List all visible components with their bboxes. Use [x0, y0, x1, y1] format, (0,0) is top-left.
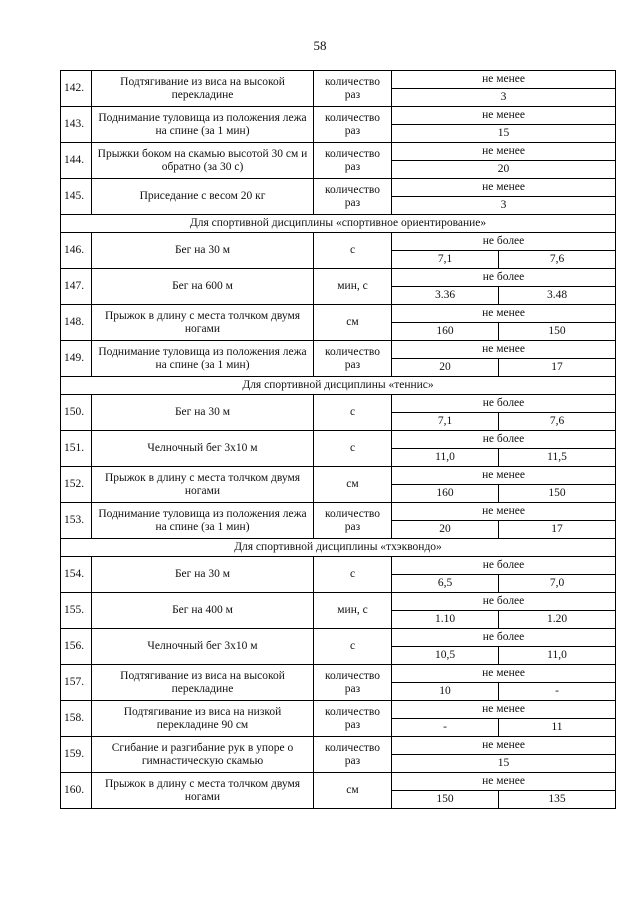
value-cell: 15: [392, 755, 616, 773]
table-row: [61, 557, 616, 575]
section-title: Для спортивной дисциплины «тхэквондо»: [61, 539, 616, 557]
value-cell-male: 160: [392, 323, 499, 341]
unit-cell: см: [314, 467, 392, 503]
unit-cell: количество раз: [314, 107, 392, 143]
condition-cell: не более: [392, 629, 616, 647]
test-name: Челночный бег 3х10 м: [92, 629, 314, 665]
unit-cell: количество раз: [314, 503, 392, 539]
condition-cell: не менее: [392, 737, 616, 755]
row-number: 151.: [61, 431, 92, 467]
unit-cell: количество раз: [314, 179, 392, 215]
value-cell-male: 160: [392, 485, 499, 503]
section-title: Для спортивной дисциплины «теннис»: [61, 377, 616, 395]
value-cell-female: 11,0: [499, 647, 616, 665]
condition-cell: не более: [392, 557, 616, 575]
row-number: 158.: [61, 701, 92, 737]
row-number: 155.: [61, 593, 92, 629]
section-row: [61, 377, 616, 395]
table-row: [61, 503, 616, 521]
condition-cell: не менее: [392, 143, 616, 161]
unit-cell: см: [314, 773, 392, 809]
condition-cell: не более: [392, 233, 616, 251]
test-name: Челночный бег 3х10 м: [92, 431, 314, 467]
table-row: [61, 737, 616, 755]
test-name: Приседание с весом 20 кг: [92, 179, 314, 215]
test-name: Бег на 30 м: [92, 233, 314, 269]
value-cell-male: 6,5: [392, 575, 499, 593]
test-name: Подтягивание из виса на высокой перекладине: [92, 71, 314, 107]
row-number: 160.: [61, 773, 92, 809]
value-cell-female: 17: [499, 359, 616, 377]
table-row: [61, 179, 616, 197]
value-cell-male: 10,5: [392, 647, 499, 665]
row-number: 145.: [61, 179, 92, 215]
row-number: 152.: [61, 467, 92, 503]
value-cell-female: 3.48: [499, 287, 616, 305]
value-cell-female: -: [499, 683, 616, 701]
condition-cell: не менее: [392, 305, 616, 323]
section-row: [61, 215, 616, 233]
unit-cell: мин, с: [314, 593, 392, 629]
condition-cell: не менее: [392, 773, 616, 791]
value-cell: 15: [392, 125, 616, 143]
value-cell: 3: [392, 197, 616, 215]
condition-cell: не менее: [392, 179, 616, 197]
unit-cell: количество раз: [314, 71, 392, 107]
table-row: [61, 431, 616, 449]
condition-cell: не более: [392, 593, 616, 611]
table-row: [61, 467, 616, 485]
row-number: 154.: [61, 557, 92, 593]
unit-cell: мин, с: [314, 269, 392, 305]
condition-cell: не менее: [392, 71, 616, 89]
standards-table: [60, 70, 616, 809]
value-cell-female: 150: [499, 323, 616, 341]
unit-cell: количество раз: [314, 341, 392, 377]
row-number: 149.: [61, 341, 92, 377]
value-cell-male: 20: [392, 521, 499, 539]
row-number: 148.: [61, 305, 92, 341]
value-cell-female: 7,6: [499, 413, 616, 431]
table-row: [61, 71, 616, 89]
unit-cell: количество раз: [314, 665, 392, 701]
table-row: [61, 341, 616, 359]
unit-cell: количество раз: [314, 143, 392, 179]
table-row: [61, 107, 616, 125]
condition-cell: не менее: [392, 467, 616, 485]
value-cell-male: 1.10: [392, 611, 499, 629]
condition-cell: не менее: [392, 107, 616, 125]
row-number: 159.: [61, 737, 92, 773]
unit-cell: с: [314, 431, 392, 467]
unit-cell: количество раз: [314, 701, 392, 737]
table-row: [61, 233, 616, 251]
test-name: Поднимание туловища из положения лежа на спине (за 1 мин): [92, 107, 314, 143]
table-row: [61, 665, 616, 683]
value-cell-male: 150: [392, 791, 499, 809]
row-number: 153.: [61, 503, 92, 539]
section-row: [61, 539, 616, 557]
unit-cell: см: [314, 305, 392, 341]
test-name: Подтягивание из виса на высокой перекладине: [92, 665, 314, 701]
value-cell-female: 7,0: [499, 575, 616, 593]
condition-cell: не менее: [392, 701, 616, 719]
section-title: Для спортивной дисциплины «спортивное ориентирование»: [61, 215, 616, 233]
test-name: Подтягивание из виса на низкой перекладине 90 см: [92, 701, 314, 737]
table-row: [61, 773, 616, 791]
test-name: Бег на 30 м: [92, 395, 314, 431]
unit-cell: с: [314, 395, 392, 431]
value-cell-male: 10: [392, 683, 499, 701]
row-number: 144.: [61, 143, 92, 179]
value-cell-male: 11,0: [392, 449, 499, 467]
value-cell-female: 11: [499, 719, 616, 737]
condition-cell: не менее: [392, 665, 616, 683]
row-number: 156.: [61, 629, 92, 665]
value-cell-male: 7,1: [392, 413, 499, 431]
unit-cell: количество раз: [314, 737, 392, 773]
test-name: Поднимание туловища из положения лежа на спине (за 1 мин): [92, 503, 314, 539]
value-cell-female: 150: [499, 485, 616, 503]
test-name: Бег на 30 м: [92, 557, 314, 593]
row-number: 146.: [61, 233, 92, 269]
test-name: Прыжок в длину с места толчком двумя ногами: [92, 773, 314, 809]
test-name: Поднимание туловища из положения лежа на спине (за 1 мин): [92, 341, 314, 377]
table-row: [61, 305, 616, 323]
test-name: Прыжок в длину с места толчком двумя ногами: [92, 467, 314, 503]
row-number: 142.: [61, 71, 92, 107]
value-cell-male: 3.36: [392, 287, 499, 305]
value-cell-female: 1.20: [499, 611, 616, 629]
row-number: 143.: [61, 107, 92, 143]
table-row: [61, 269, 616, 287]
condition-cell: не менее: [392, 341, 616, 359]
condition-cell: не менее: [392, 503, 616, 521]
value-cell: 20: [392, 161, 616, 179]
value-cell-male: -: [392, 719, 499, 737]
value-cell-female: 17: [499, 521, 616, 539]
unit-cell: с: [314, 629, 392, 665]
unit-cell: с: [314, 233, 392, 269]
table-row: [61, 395, 616, 413]
value-cell: 3: [392, 89, 616, 107]
test-name: Прыжок в длину с места толчком двумя ногами: [92, 305, 314, 341]
value-cell-male: 20: [392, 359, 499, 377]
condition-cell: не более: [392, 269, 616, 287]
table-row: [61, 629, 616, 647]
test-name: Бег на 400 м: [92, 593, 314, 629]
table-row: [61, 593, 616, 611]
value-cell-female: 11,5: [499, 449, 616, 467]
value-cell-female: 7,6: [499, 251, 616, 269]
row-number: 150.: [61, 395, 92, 431]
unit-cell: с: [314, 557, 392, 593]
row-number: 157.: [61, 665, 92, 701]
test-name: Сгибание и разгибание рук в упоре о гимнастическую скамью: [92, 737, 314, 773]
test-name: Прыжки боком на скамью высотой 30 см и обратно (за 30 с): [92, 143, 314, 179]
condition-cell: не более: [392, 431, 616, 449]
value-cell-female: 135: [499, 791, 616, 809]
row-number: 147.: [61, 269, 92, 305]
condition-cell: не более: [392, 395, 616, 413]
page-number: 58: [313, 38, 327, 53]
test-name: Бег на 600 м: [92, 269, 314, 305]
table-row: [61, 143, 616, 161]
value-cell-male: 7,1: [392, 251, 499, 269]
table-row: [61, 701, 616, 719]
